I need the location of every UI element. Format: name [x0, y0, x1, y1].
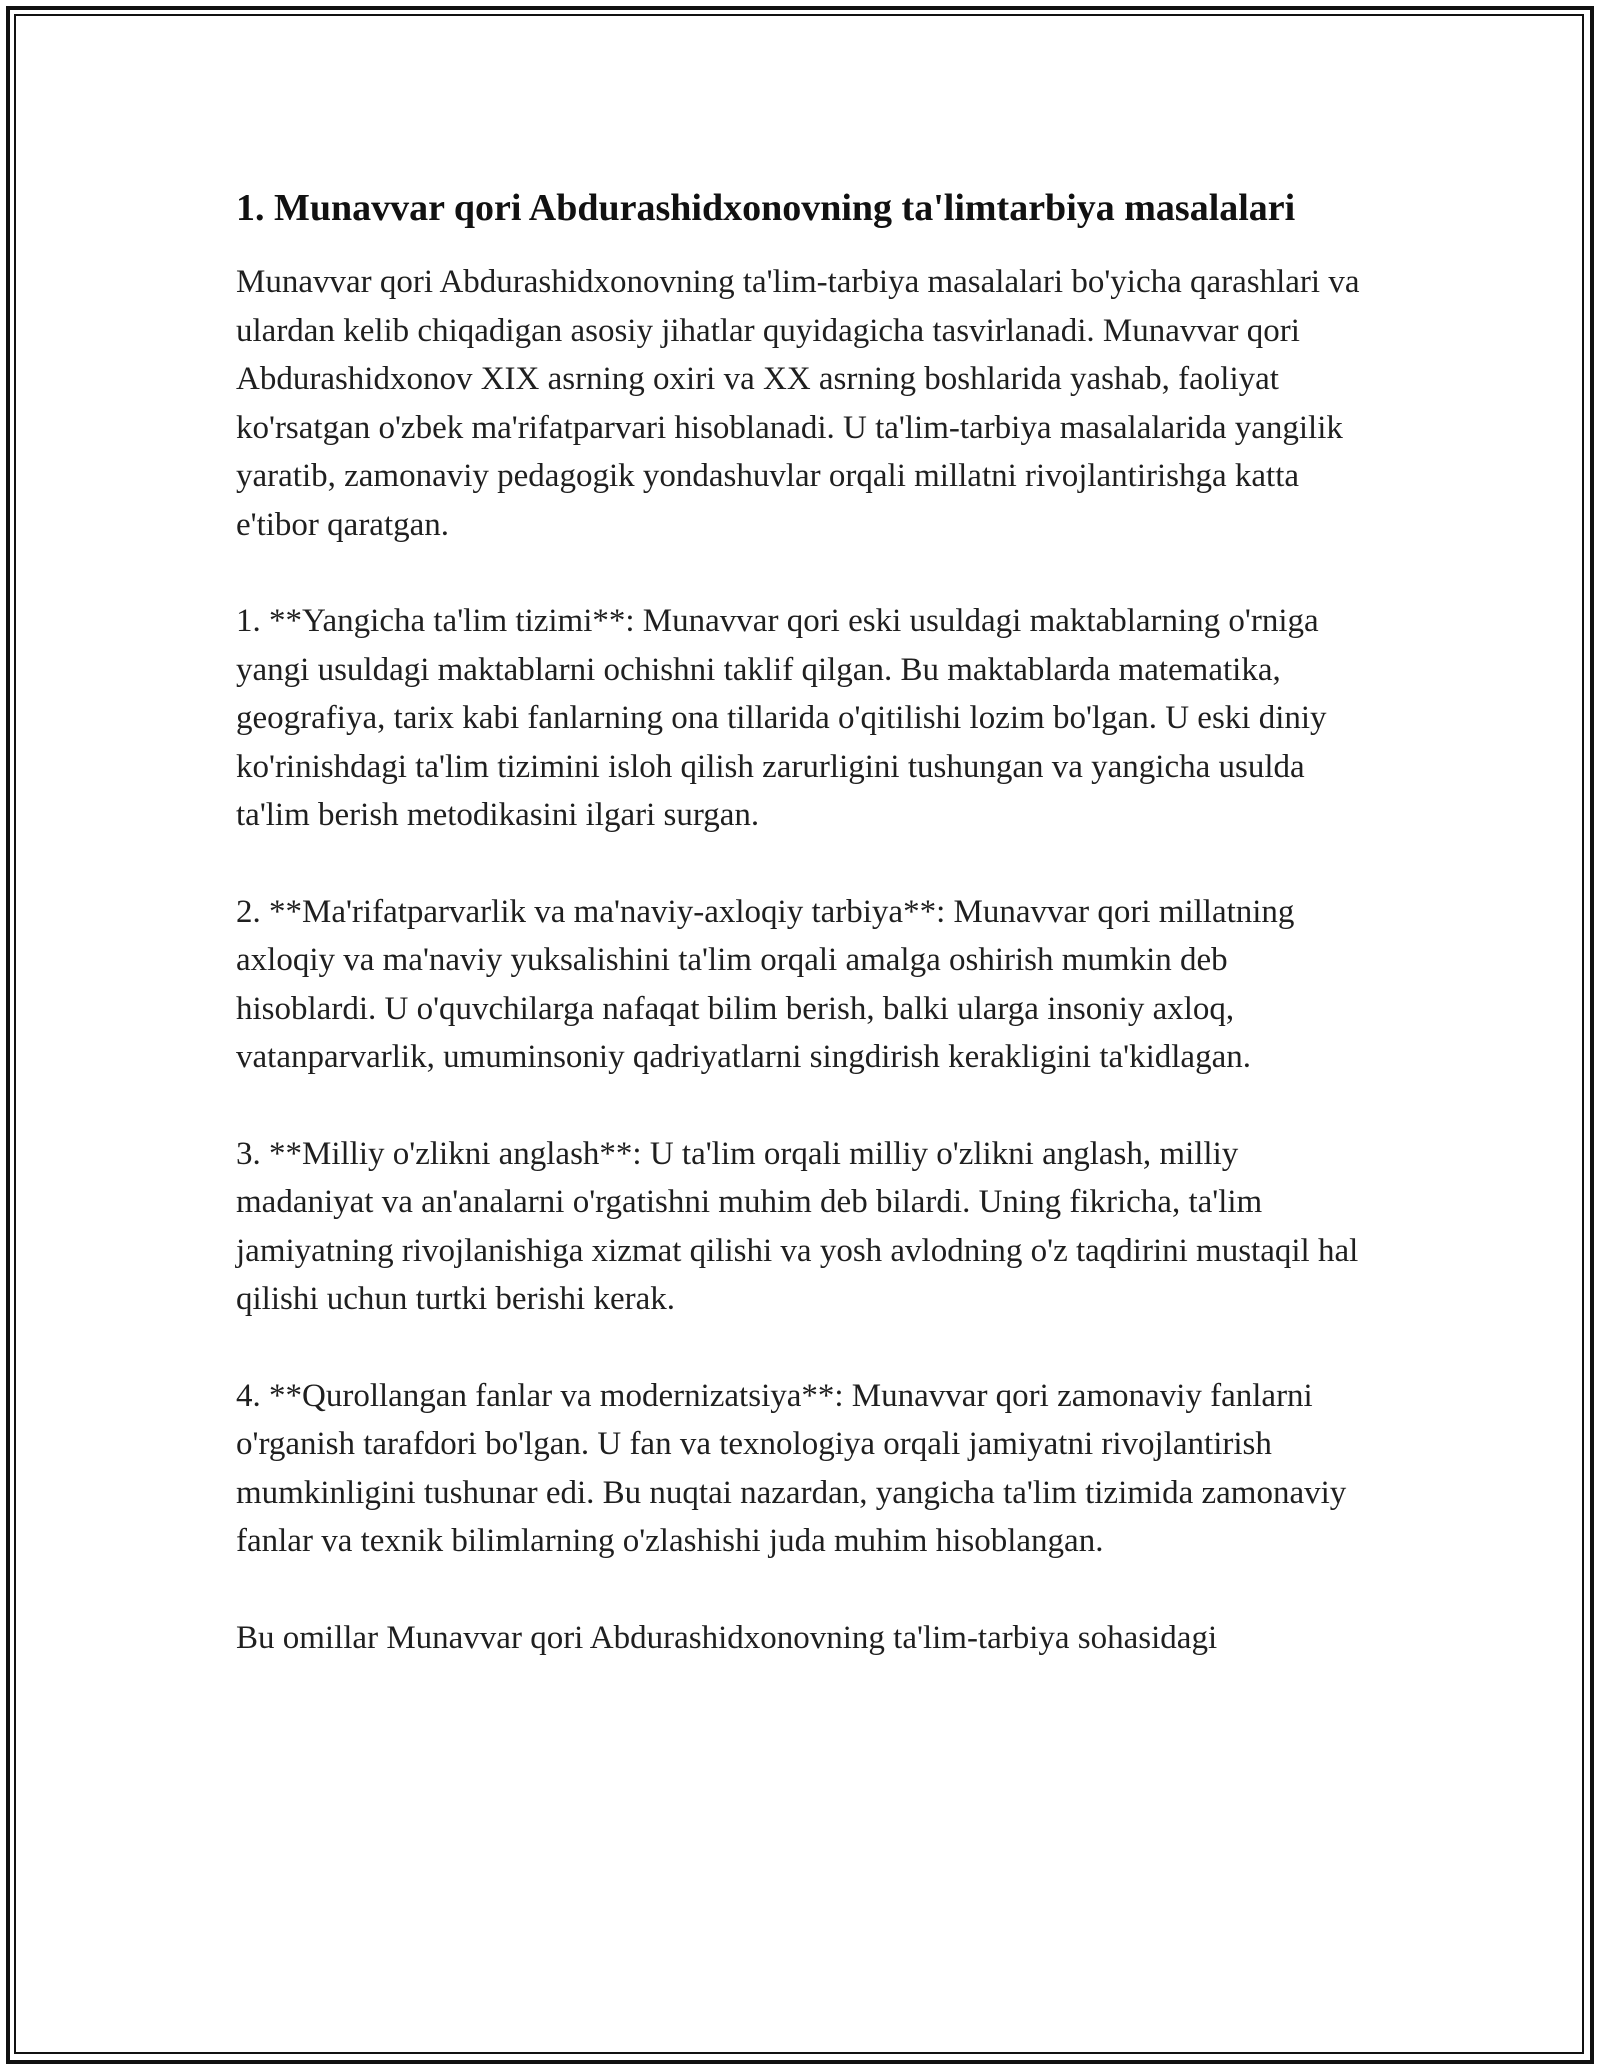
document-body: [236, 180, 1376, 1710]
point-3-paragraph: 3. **Milliy o'zlikni anglash**: U ta'lim orqali milliy o'zlikni anglash, milliy madaniyat va an'analarni o'rgatishni muhim deb bilardi. Uning fikricha, ta'lim jamiyatning rivojlanishiga xizmat qilishi va yosh avlodning o'z taqdirini mustaqil hal qilishi uchun turtki berishi kerak.: [236, 1135, 1359, 1317]
intro-paragraph: Munavvar qori Abdurashidxonovning ta'lim-tarbiya masalalari bo'yicha qarashlari va ulardan kelib chiqadigan asosiy jihatlar quyidagicha tasvirlanadi. Munavvar qori Abdurashidxonov XIX asrning oxiri va XX asrning boshlarida yashab, faoliyat ko'rsatgan o'zbek ma'rifatparvari hisoblanadi. U ta'lim-tarbiya masalalarida yangilik yaratib, zamonaviy pedagogik yondashuvlar orqali millatni rivojlantirishga katta e'tibor qaratgan.: [236, 264, 1360, 543]
point-1-paragraph: 1. **Yangicha ta'lim tizimi**: Munavvar qori eski usuldagi maktablarning o'rniga yangi usuldagi maktablarni ochishni taklif qilgan. Bu maktablarda matematika, geografiya, tarix kabi fanlarning ona tillarida o'qitilishi lozim bo'lgan. U eski diniy ko'rinishdagi ta'lim tizimini isloh qilish zarurligini tushungan va yangicha usulda ta'lim berish metodikasini ilgari surgan.: [236, 603, 1327, 833]
section-heading: 1. Munavvar qori Abdurashidxonovning ta'limtarbiya masalalari: [236, 187, 1296, 229]
point-2-paragraph: 2. **Ma'rifatparvarlik va ma'naviy-axloqiy tarbiya**: Munavvar qori millatning axloqiy va ma'naviy yuksalishini ta'lim orqali amalga oshirish mumkin deb hisoblardi. U o'quvchilarga nafaqat bilim berish, balki ularga insoniy axloq, vatanparvarlik, umuminsoniy qadriyatlarni singdirish kerakligini ta'kidlagan.: [236, 893, 1295, 1075]
closing-paragraph: Bu omillar Munavvar qori Abdurashidxonovning ta'lim-tarbiya sohasidagi: [236, 1619, 1218, 1656]
point-4-paragraph: 4. **Qurollangan fanlar va modernizatsiya**: Munavvar qori zamonaviy fanlarni o'rganish tarafdori bo'lgan. U fan va texnologiya orqali jamiyatni rivojlantirish mumkinligini tushunar edi. Bu nuqtai nazardan, yangicha ta'lim tizimida zamonaviy fanlar va texnik bilimlarning o'zlashishi juda muhim hisoblangan.: [236, 1377, 1347, 1559]
